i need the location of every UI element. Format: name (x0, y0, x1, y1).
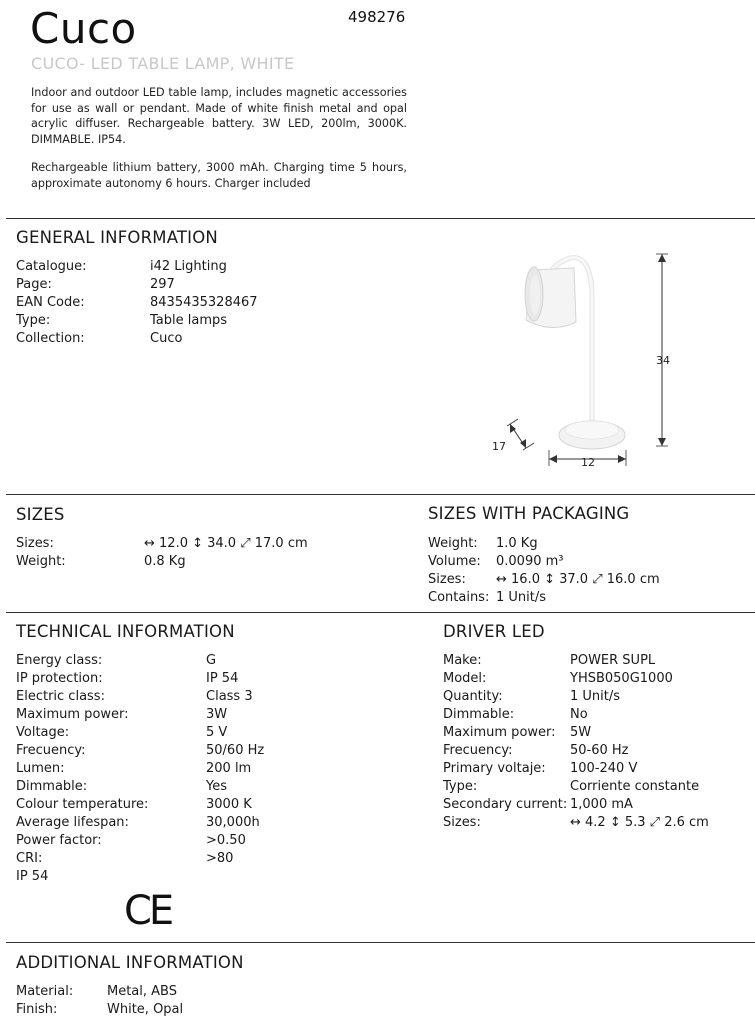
info-value: i42 Lighting (150, 259, 227, 274)
info-label: EAN Code: (16, 295, 85, 310)
info-row (16, 330, 396, 348)
product-title: Cuco (30, 4, 137, 53)
info-value: 1,000 mA (570, 797, 633, 812)
info-value: 3W (206, 707, 228, 722)
technical-information-list (16, 652, 416, 888)
info-row (16, 276, 396, 294)
info-label: Frecuency: (16, 743, 86, 758)
info-label: Page: (16, 277, 52, 292)
info-row (16, 850, 416, 868)
info-value: 297 (150, 277, 175, 292)
info-label: Power factor: (16, 833, 102, 848)
info-value: Cuco (150, 331, 183, 346)
info-label: Catalogue: (16, 259, 87, 274)
info-value: Class 3 (206, 689, 253, 704)
info-label: Model: (443, 671, 487, 686)
width-label: 12 (581, 456, 595, 469)
info-row (16, 796, 416, 814)
info-label: Finish: (16, 1002, 58, 1017)
info-value: 5 V (206, 725, 228, 740)
info-row (16, 553, 406, 571)
info-row (428, 589, 748, 607)
info-label: Lumen: (16, 761, 65, 776)
info-value: 5W (570, 725, 592, 740)
info-value: 200 lm (206, 761, 252, 776)
info-label: Make: (443, 653, 482, 668)
info-row (16, 832, 416, 850)
additional-information-title: ADDITIONAL INFORMATION (16, 953, 244, 972)
info-label: Primary voltaje: (443, 761, 546, 776)
info-label: Contains: (428, 590, 490, 605)
info-value: >0.50 (206, 833, 246, 848)
info-row (443, 814, 748, 832)
info-value: Yes (206, 779, 227, 794)
info-value: 8435435328467 (150, 295, 258, 310)
info-value: No (570, 707, 588, 722)
info-label: IP protection: (16, 671, 103, 686)
info-row (443, 688, 748, 706)
info-row (443, 724, 748, 742)
info-label: Weight: (428, 536, 478, 551)
info-label: Collection: (16, 331, 85, 346)
info-row (443, 670, 748, 688)
info-row (16, 535, 406, 553)
lamp-dimension-drawing (480, 240, 680, 475)
info-value: White, Opal (107, 1002, 184, 1017)
info-label: Type: (443, 779, 478, 794)
info-row (428, 553, 748, 571)
info-row (443, 742, 748, 760)
info-label: CRI: (16, 851, 43, 866)
depth-label: 17 (492, 440, 506, 453)
info-label: Type: (16, 313, 51, 328)
divider (6, 218, 755, 219)
info-row (16, 983, 416, 1001)
info-label: Sizes: (16, 536, 54, 551)
sizes-title: SIZES (16, 505, 65, 524)
info-value: YHSB050G1000 (570, 671, 673, 686)
info-label: Electric class: (16, 689, 105, 704)
lamp-illustration (525, 258, 625, 449)
product-subtitle: CUCO- LED TABLE LAMP, WHITE (31, 54, 295, 73)
info-label: Sizes: (443, 815, 481, 830)
info-row (16, 258, 396, 276)
info-value: Table lamps (150, 313, 228, 328)
info-row (16, 868, 416, 886)
divider (6, 494, 755, 495)
info-row (16, 724, 416, 742)
divider (6, 612, 755, 613)
info-value: 50-60 Hz (570, 743, 629, 758)
info-label: Energy class: (16, 653, 103, 668)
info-row (16, 294, 396, 312)
info-label: Material: (16, 984, 74, 999)
info-row (16, 688, 416, 706)
product-description: Indoor and outdoor LED table lamp, includes magnetic accessories for use as wall or pendant. Made of white finish metal and opal acrylic diffuser. Rechargeable battery. 3W LED, 200lm, 3000K. DIMMABLE. IP54. (31, 86, 407, 146)
info-label: IP 54 (16, 869, 49, 884)
info-value: 0.8 Kg (144, 554, 186, 569)
battery-description: Rechargeable lithium battery, 3000 mAh. Charging time 5 hours, approximate autonomy 6 hours. Charger included (31, 161, 407, 190)
info-value: Corriente constante (570, 779, 700, 794)
info-row (16, 1001, 416, 1019)
info-row (16, 778, 416, 796)
info-value: 30,000h (206, 815, 260, 830)
general-information-list (16, 258, 396, 353)
info-row (443, 778, 748, 796)
info-row (16, 706, 416, 724)
info-value: 1 Unit/s (496, 590, 547, 605)
sizes-list (16, 535, 406, 575)
info-label: Volume: (428, 554, 481, 569)
info-label: Voltage: (16, 725, 70, 740)
info-label: Maximum power: (443, 725, 556, 740)
info-label: Dimmable: (443, 707, 515, 722)
info-row (16, 652, 416, 670)
info-row (16, 312, 396, 330)
info-row (16, 670, 416, 688)
height-label: 34 (656, 354, 670, 367)
info-value: >80 (206, 851, 234, 866)
info-row (428, 571, 748, 589)
info-label: Dimmable: (16, 779, 88, 794)
info-value: Metal, ABS (107, 984, 177, 999)
divider (6, 942, 755, 943)
driver-led-title: DRIVER LED (443, 622, 545, 641)
ce-mark: CE (124, 888, 172, 934)
info-value: IP 54 (206, 671, 239, 686)
info-value: G (206, 653, 217, 668)
packaging-title: SIZES WITH PACKAGING (428, 504, 630, 523)
driver-led-list (443, 652, 748, 834)
info-label: Maximum power: (16, 707, 129, 722)
info-value: 1.0 Kg (496, 536, 538, 551)
info-row (443, 760, 748, 778)
info-value: ↔ 16.0 ↕ 37.0 ⤢ 16.0 cm (496, 572, 660, 587)
product-reference: 498276 (348, 8, 406, 26)
info-label: Secondary current: (443, 797, 568, 812)
info-value: 50/60 Hz (206, 743, 265, 758)
info-label: Weight: (16, 554, 66, 569)
info-row (16, 760, 416, 778)
info-label: Colour temperature: (16, 797, 149, 812)
info-row (443, 706, 748, 724)
info-value: 0.0090 m³ (496, 554, 564, 569)
info-value: ↔ 12.0 ↕ 34.0 ⤢ 17.0 cm (144, 536, 308, 551)
info-value: 1 Unit/s (570, 689, 621, 704)
info-value: ↔ 4.2 ↕ 5.3 ⤢ 2.6 cm (570, 815, 709, 830)
info-row (443, 796, 748, 814)
info-label: Average lifespan: (16, 815, 129, 830)
info-label: Sizes: (428, 572, 466, 587)
info-label: Quantity: (443, 689, 503, 704)
info-row (428, 535, 748, 553)
general-information-title: GENERAL INFORMATION (16, 228, 218, 247)
additional-information-list (16, 983, 416, 1019)
info-label: Frecuency: (443, 743, 513, 758)
info-value: POWER SUPL (570, 653, 656, 668)
packaging-list (428, 535, 748, 610)
info-row (443, 652, 748, 670)
info-value: 3000 K (206, 797, 252, 812)
info-value: 100-240 V (570, 761, 638, 776)
info-row (16, 742, 416, 760)
info-row (16, 814, 416, 832)
technical-information-title: TECHNICAL INFORMATION (16, 622, 235, 641)
